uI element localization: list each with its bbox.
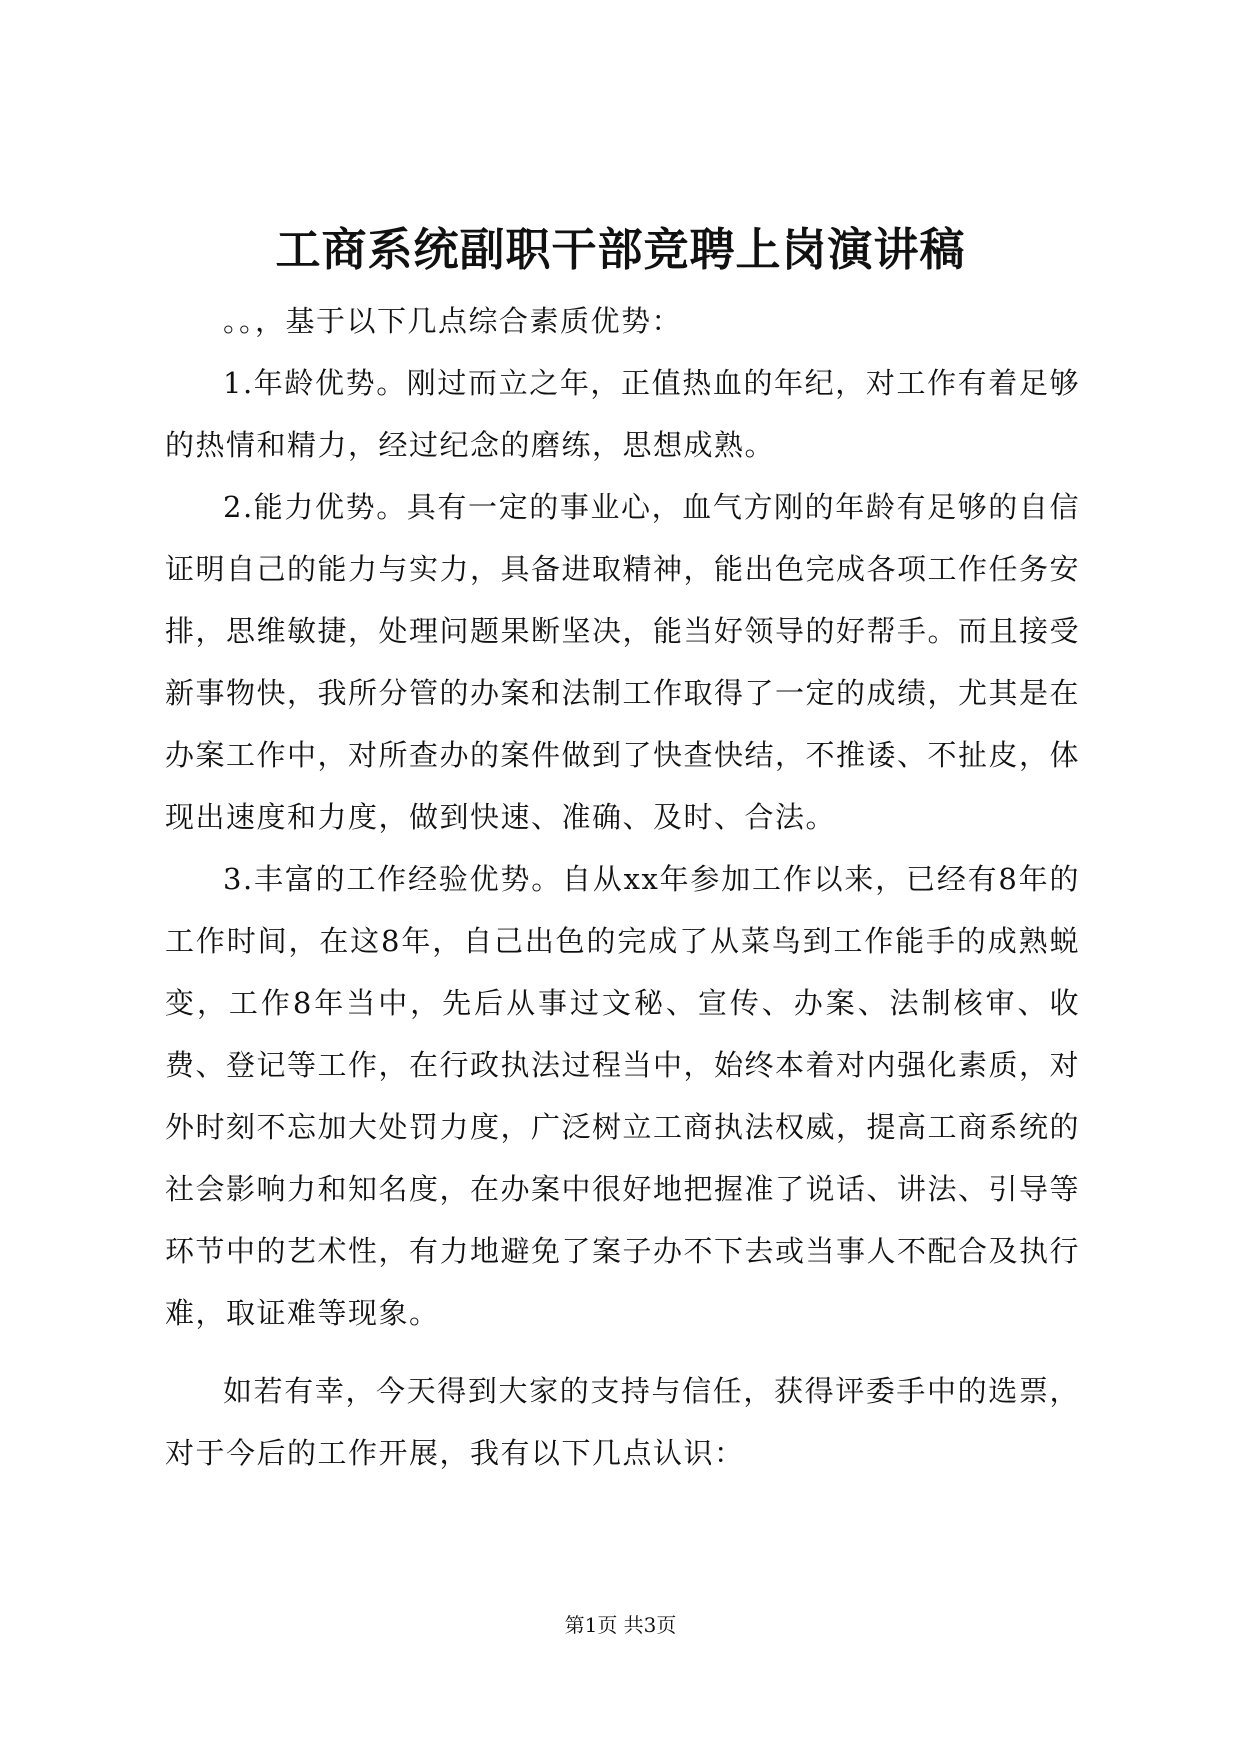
paragraph-experience-advantage: 3.丰富的工作经验优势。自从xx年参加工作以来，已经有8年的工作时间，在这8年，自己出色的完成了从菜鸟到工作能手的成熟蜕变，工作8年当中，先后从事过文秘、宣传、办案、法制核审、收费、登记等工作，在行政执法过程当中，始终本着对内强化素质，对外时刻不忘加大处罚力度，广泛树立工商执法权威，提高工商系统的社会影响力和知名度，在办案中很好地把握准了说话、讲法、引导等环节中的艺术性，有力地避免了案子办不下去或当事人不配合及执行难，取证难等现象。 <box>165 862 1081 1330</box>
paragraph-age-advantage: 1.年龄优势。刚过而立之年，正值热血的年纪，对工作有着足够的热情和精力，经过纪念的磨练，思想成熟。 <box>165 366 1080 462</box>
paragraph-closing: 如若有幸，今天得到大家的支持与信任，获得评委手中的选票，对于今后的工作开展，我有以下几点认识： <box>165 1374 1080 1470</box>
page-number-footer: 第1页 共3页 <box>564 1613 677 1637</box>
document-title: 工商系统副职干部竞聘上岗演讲稿 <box>275 223 966 276</box>
document-body <box>165 290 1080 1484</box>
paragraph-intro: 。。，基于以下几点综合素质优势： <box>223 304 683 338</box>
paragraph-ability-advantage: 2.能力优势。具有一定的事业心，血气方刚的年龄有足够的自信证明自己的能力与实力，具备进取精神，能出色完成各项工作任务安排，思维敏捷，处理问题果断坚决，能当好领导的好帮手。而且接受新事物快，我所分管的办案和法制工作取得了一定的成绩，尤其是在办案工作中，对所查办的案件做到了快查快结，不推诿、不扯皮，体现出速度和力度，做到快速、准确、及时、合法。 <box>165 490 1081 834</box>
